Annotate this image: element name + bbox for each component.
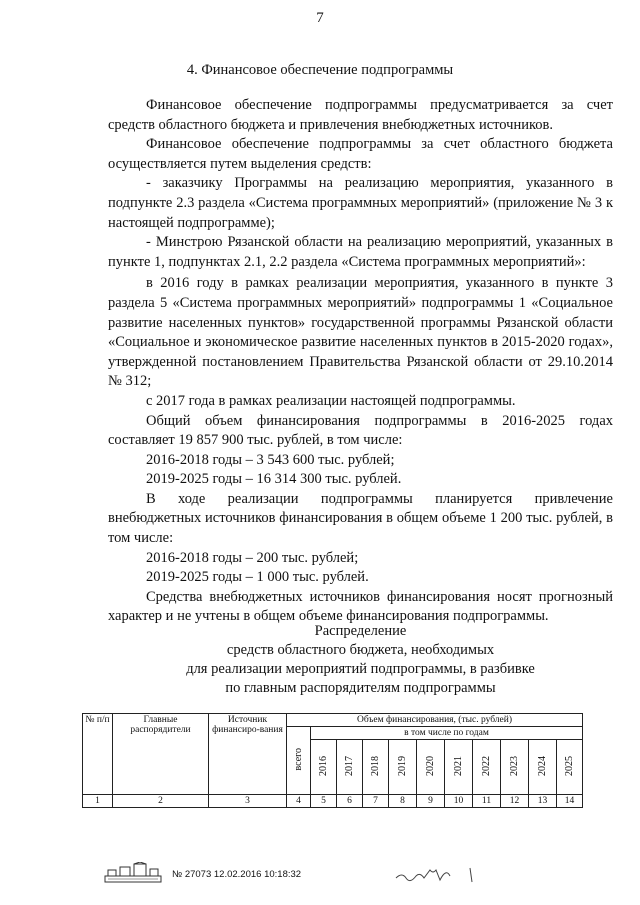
year-header-cell bbox=[557, 740, 583, 795]
header-source: Источник финансиро-вания bbox=[209, 714, 287, 795]
footer bbox=[104, 862, 524, 888]
distribution-title-block bbox=[108, 622, 613, 698]
year-header-cell bbox=[311, 740, 337, 795]
paragraph: 2019-2025 годы – 16 314 300 тыс. рублей. bbox=[146, 471, 402, 488]
year-header: 2023 bbox=[509, 755, 520, 776]
paragraph: 2019-2025 годы – 1 000 тыс. рублей. bbox=[146, 569, 369, 586]
year-header: 2021 bbox=[453, 755, 464, 776]
header-total: всего bbox=[293, 747, 304, 771]
numbering-row bbox=[83, 795, 583, 808]
paragraph: с 2017 года в рамках реализации настоящей подпрограммы. bbox=[146, 392, 516, 409]
registration-stamp: № 27073 12.02.2016 10:18:32 bbox=[172, 869, 302, 880]
year-header-cell bbox=[417, 740, 445, 795]
year-header-cell bbox=[363, 740, 389, 795]
body-text bbox=[108, 96, 613, 627]
year-header: 2020 bbox=[425, 755, 436, 776]
year-header: 2017 bbox=[344, 755, 355, 776]
header-num: № п/п bbox=[83, 714, 113, 795]
column-number-cell: 6 bbox=[337, 795, 363, 808]
header-by-years: в том числе по годам bbox=[311, 727, 583, 740]
column-number-cell: 11 bbox=[473, 795, 501, 808]
paragraph: - заказчику Программы на реализацию мероприятия, указанного в подпункте 2.3 раздела «Система программных мероприятий» (приложение № 3 к настоящей подпрограмме); bbox=[108, 175, 613, 231]
year-header-cell bbox=[337, 740, 363, 795]
paragraph: в 2016 году в рамках реализации мероприятия, указанного в пункте 3 раздела 5 «Система программных мероприятий» подпрограммы 1 «Социальное развитие населенных пунктов» государственной программы Рязанской области «Социальное и экономическое развитие населенных пунктов в 2015-2020 годах», утвержденной постановлением Правительства Рязанской области от 29.10.2014 № 312; bbox=[108, 275, 613, 390]
header-volume: Объем финансирования, (тыс. рублей) bbox=[287, 714, 583, 727]
year-header-cell bbox=[501, 740, 529, 795]
distribution-title: Распределение bbox=[314, 623, 407, 639]
year-header-cell bbox=[445, 740, 473, 795]
column-number-cell: 4 bbox=[287, 795, 311, 808]
column-number-cell: 13 bbox=[529, 795, 557, 808]
registry-logo-icon bbox=[104, 862, 162, 884]
column-number-cell: 3 bbox=[209, 795, 287, 808]
column-number-cell: 12 bbox=[501, 795, 529, 808]
year-header: 2024 bbox=[537, 755, 548, 776]
paragraph: Общий объем финансирования подпрограммы в 2016-2025 годах составляет 19 857 900 тыс. рублей, в том числе: bbox=[108, 412, 613, 449]
page-number: 7 bbox=[316, 10, 324, 26]
paragraph: - Минстрою Рязанской области на реализацию мероприятий, указанных в пункте 1, подпунктах 2.1, 2.2 раздела «Система программных мероприятий»: bbox=[108, 234, 613, 270]
column-number-cell: 8 bbox=[389, 795, 417, 808]
column-number-cell: 5 bbox=[311, 795, 337, 808]
signature-icon bbox=[394, 864, 504, 888]
year-header-cell bbox=[529, 740, 557, 795]
year-header: 2025 bbox=[564, 755, 576, 776]
year-header: 2019 bbox=[397, 755, 408, 776]
column-number-cell: 10 bbox=[445, 795, 473, 808]
paragraph: Средства внебюджетных источников финансирования носят прогнозный характер и не учтены в общем объеме финансирования подпрограммы. bbox=[108, 588, 613, 625]
distribution-subtitle: для реализации мероприятий подпрограммы, в разбивке bbox=[186, 661, 535, 677]
paragraph: 2016-2018 годы – 3 543 600 тыс. рублей; bbox=[146, 451, 395, 468]
paragraph: Финансовое обеспечение подпрограммы за счет областного бюджета осуществляется путем выделения средств: bbox=[108, 136, 613, 172]
distribution-subtitle: по главным распорядителям подпрограммы bbox=[225, 680, 496, 696]
paragraph: 2016-2018 годы – 200 тыс. рублей; bbox=[146, 549, 359, 566]
header-managers: Главные распорядители bbox=[113, 714, 209, 795]
year-header: 2018 bbox=[370, 755, 381, 776]
column-number-cell: 1 bbox=[83, 795, 113, 808]
year-header: 2022 bbox=[481, 755, 492, 776]
column-number-cell: 2 bbox=[113, 795, 209, 808]
paragraph: Финансовое обеспечение подпрограммы предусматривается за счет средств областного бюджета и привлечения внебюджетных источников. bbox=[108, 97, 613, 133]
distribution-subtitle: средств областного бюджета, необходимых bbox=[226, 642, 495, 658]
financing-table bbox=[82, 713, 583, 808]
year-header-cell bbox=[389, 740, 417, 795]
header-total-cell bbox=[287, 727, 311, 795]
column-number-cell: 9 bbox=[417, 795, 445, 808]
column-number-cell: 14 bbox=[557, 795, 583, 808]
section-heading: 4. Финансовое обеспечение подпрограммы bbox=[186, 62, 454, 78]
year-header-cell bbox=[473, 740, 501, 795]
paragraph: В ходе реализации подпрограммы планируется привлечение внебюджетных источников финансирования в общем объеме 1 200 тыс. рублей, в том числе: bbox=[108, 490, 613, 547]
column-number-cell: 7 bbox=[363, 795, 389, 808]
year-header: 2016 bbox=[318, 755, 329, 776]
